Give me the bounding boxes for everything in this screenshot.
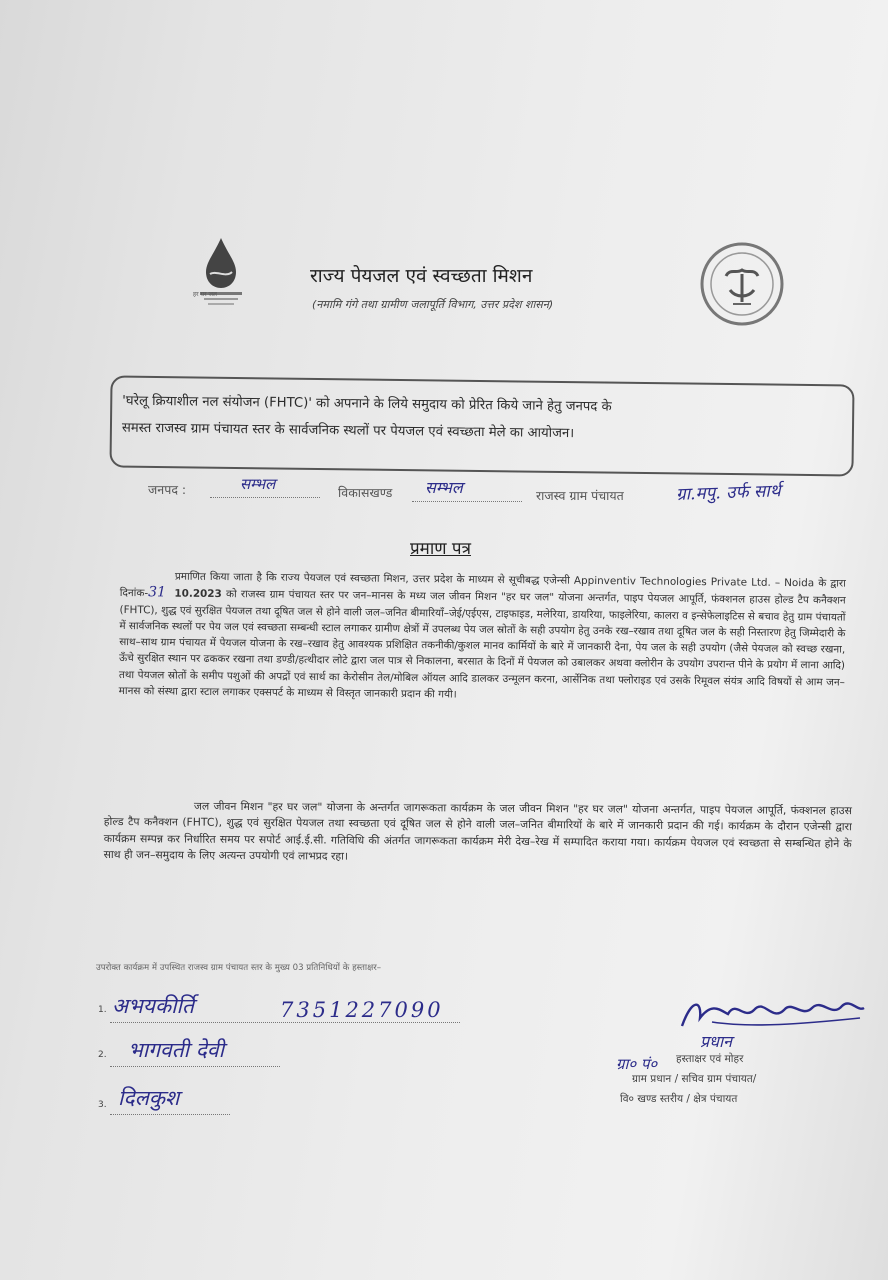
official-designation-handwritten: प्रधान xyxy=(700,1032,732,1051)
org-title: राज्य पेयजल एवं स्वच्छता मिशन xyxy=(310,265,533,287)
stamp-line-3: वि० खण्ड स्तरीय / क्षेत्र पंचायत xyxy=(620,1093,738,1105)
certificate-title: प्रमाण पत्र xyxy=(410,539,471,559)
janpad-line xyxy=(210,497,320,498)
signatory-name-1: अभयकीर्ति xyxy=(112,994,194,1018)
water-drop-icon xyxy=(196,236,246,311)
org-subtitle: (नमामि गंगे तथा ग्रामीण जलापूर्ति विभाग, उत्तर प्रदेश शासन) xyxy=(312,298,554,311)
signatory-line-3 xyxy=(110,1114,230,1115)
signatory-line-2 xyxy=(110,1066,280,1067)
signatory-number-3: 3. xyxy=(98,1100,107,1110)
paragraph-1-start: प्रमाणित किया जाता है कि राज्य पेयजल एवं स्वच्छता मिशन, उत्तर प्रदेश के माध्यम से सूचीबद्ध एजेन्सी Appinventiv Technologies Private Ltd. – Noida के द्वारा दिनांक- xyxy=(119,570,846,600)
subject-text xyxy=(122,388,838,451)
vikaskhand-value: सम्भल xyxy=(425,478,463,497)
paragraph-1-rest: को राजस्व ग्राम पंचायत स्तर पर जन–मानस के मध्य जल जीवन मिशन "हर घर जल" योजना अन्तर्गत, पाइप पेयजल आपूर्ति, फंक्शनल हाउस होल्ड टैप कनैक्शन (FHTC), शुद्ध एवं सुरक्षित पेयजल तथा दूषित जल से होने वाली जल–जनित बीमारियाँ–जेई/एईएस, टाइफाइड, मलेरिया, डायरिया, फाइलेरिया, कालरा व इन्सेफेलाइटिस से बचाव हेतु ग्राम पंचायतों में सार्वजनिक स्थलों पर पेय जल एवं स्वच्छता सम्बन्धी स्टाल लगाकर ग्रामीण क्षेत्रों में उपलब्ध पेय जल स्रोतों के सही उपयोग हेतु उनके रख–रखाव तथा दूषित जल के सही निस्तारण हेतु जिम्मेदारी के साथ–साथ ग्राम पंचायत में पेयजल योजना के रख–रखाव हेतु आवश्यक प्रशिक्षित तकनीकी/कुशल मानव कार्मियों के बारे में जानकारी देना, पेय जल के सही उपयोग (जैसे पेयजल को स्वच्छ रखना, ऊँचे सुरक्षित स्थान पर ढककर रखना तथा डण्डी/हत्थीदार लोटे द्वारा जल पात्र से निकालना, बरसात के दिनों में पेयजल को उबालकर अथवा क्लोरीन के उपयोग उपरान्त पीने के प्रयोग में लाना आदि) तथा पेयजल स्रोतों के समीप पशुओं की अपद्रों एवं सार्थ का केरोसीन तेल/मोबिल ऑयल आदि डालकर उन्मूलन करना, आर्सेनिक तथा फ्लोराइड एवं उसके रिमूवल संयंत्र आदि विषयों से आम जन–मानस को संस्था द्वारा स्टाल लगाकर एक्सपर्ट के माध्यम से विस्तृत जानकारी प्रदान की गयी। xyxy=(118,588,846,701)
certificate-paragraph-1 xyxy=(119,568,846,707)
janpad-value: सम्भल xyxy=(240,475,276,493)
signatory-name-2: भागवती देवी xyxy=(128,1038,225,1062)
logo-left-caption: हर घर जल xyxy=(193,291,217,298)
paragraph-2-text: जल जीवन मिशन "हर घर जल" योजना के अन्तर्गत जागरूकता कार्यक्रम के जल जीवन मिशन "हर घर जल" योजना अन्तर्गत, पाइप पेयजल आपूर्ति, फंक्शनल हाउस होल्ड टैप कनैक्शन (FHTC), शुद्ध एवं सुरक्षित पेयजल तथा स्वच्छता एवं दूषित जल से होने वाली जल–जनित बीमारियों के बारे में जानकारी प्रदान की गई। कार्यक्रम के दौरान एजेन्सी द्वारा कार्यक्रम सम्पन्न कर निर्धारित समय पर सपोर्ट आई.ई.सी. गतिविधि की अंतर्गत जागरूकता कार्यक्रम मेरी देख–रेख में सम्पादित कराया गया। कार्यक्रम पेयजल एवं स्वच्छता से सम्बन्धित होने के साथ ही जन–समुदाय के लिए अत्यन्त उपयोगी एवं लाभप्रद रहा। xyxy=(103,799,852,863)
certificate-paragraph-2 xyxy=(104,798,852,868)
stamp-line-1: हस्ताक्षर एवं मोहर xyxy=(676,1053,744,1065)
signatory-line-1 xyxy=(110,1022,460,1023)
signatory-name-3: दिलकुश xyxy=(118,1086,180,1110)
stamp-overlay: ग्रा० पं० xyxy=(616,1055,658,1073)
date-day: 31 xyxy=(148,584,167,601)
janpad-label: जनपद : xyxy=(148,482,187,497)
signatory-phone-1: 7351227090 xyxy=(280,998,444,1022)
subject-line-1: 'घरेलू क्रियाशील नल संयोजन (FHTC)' को अपनाने के लिये समुदाय को प्रेरित किये जाने हेतु जनपद के xyxy=(122,393,612,415)
subject-line-2: समस्त राजस्व ग्राम पंचायत स्तर के सार्वजनिक स्थलों पर पेयजल एवं स्वच्छता मेले का आयोजन। xyxy=(121,420,575,442)
signatories-note: उपरोक्त कार्यक्रम में उपस्थित राजस्व ग्राम पंचायत स्तर के मुख्य 03 प्रतिनिधियों के हस्ताक्षर– xyxy=(96,963,382,973)
date-rest: 10.2023 xyxy=(174,587,222,601)
vikaskhand-line xyxy=(412,501,522,502)
signatory-number-2: 2. xyxy=(98,1050,107,1060)
gram-value: ग्रा.मपु. उर्फ सार्थ xyxy=(675,481,781,505)
stamp-line-2: ग्राम प्रधान / सचिव ग्राम पंचायत/ xyxy=(632,1073,757,1085)
up-govt-emblem xyxy=(700,240,784,328)
signatory-number-1: 1. xyxy=(98,1005,107,1015)
gram-label: राजस्व ग्राम पंचायत xyxy=(536,488,624,503)
vikaskhand-label: विकासखण्ड xyxy=(338,485,393,500)
